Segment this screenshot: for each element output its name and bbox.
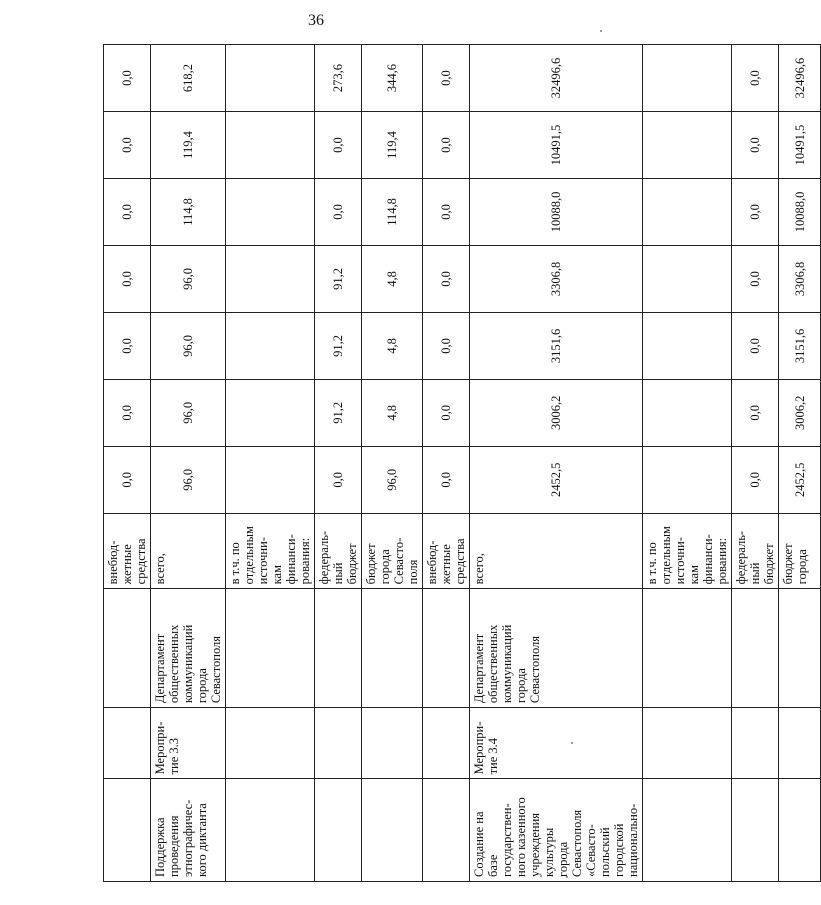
scan-speck: [600, 30, 602, 32]
amount-cell: 3306,8: [470, 245, 643, 312]
executor-cell: [362, 589, 423, 708]
program-cell: Создание на базе государствен- ного казенного учреждения культуры города Севастополя «Севасто- польский городской национально-: [470, 779, 643, 882]
amount-cell: 10088,0: [779, 178, 821, 245]
amount-cell: 114,8: [151, 178, 226, 245]
table-body: [104, 45, 821, 882]
amount-cell: [643, 178, 732, 245]
measure-cell: [104, 708, 151, 779]
amount-cell: 273,6: [315, 45, 362, 112]
amount-cell: 119,4: [151, 112, 226, 179]
program-cell: [362, 779, 423, 882]
amount-cell: 618,2: [151, 45, 226, 112]
source-cell: федераль- ный бюджет: [315, 513, 362, 589]
amount-cell: 0,0: [423, 112, 470, 179]
executor-cell: [423, 589, 470, 708]
amount-cell: 0,0: [104, 112, 151, 179]
source-cell: внебюд- жетные средства: [104, 513, 151, 589]
measure-cell: [423, 708, 470, 779]
amount-cell: [226, 45, 315, 112]
measure-cell: [362, 708, 423, 779]
amount-cell: 96,0: [151, 245, 226, 312]
amount-cell: 10491,5: [779, 112, 821, 179]
executor-cell: Департамент общественных коммуникаций города Севастополя: [470, 589, 643, 708]
amount-cell: 96,0: [362, 446, 423, 513]
program-cell: Поддержка проведения этнографичес- кого диктанта: [151, 779, 226, 882]
amount-cell: 96,0: [151, 379, 226, 446]
amount-cell: [226, 112, 315, 179]
amount-cell: 3006,2: [470, 379, 643, 446]
source-cell: бюджет города: [779, 513, 821, 589]
amount-cell: [226, 178, 315, 245]
amount-cell: 0,0: [104, 45, 151, 112]
measure-cell: [315, 708, 362, 779]
program-cell: [226, 779, 315, 882]
amount-cell: 3306,8: [779, 245, 821, 312]
amount-cell: 0,0: [104, 178, 151, 245]
table-row: [779, 45, 821, 882]
executor-cell: [104, 589, 151, 708]
amount-cell: 0,0: [423, 312, 470, 379]
program-cell: [643, 779, 732, 882]
measure-cell: [779, 708, 821, 779]
amount-cell: 0,0: [104, 312, 151, 379]
amount-cell: 344,6: [362, 45, 423, 112]
amount-cell: 0,0: [423, 178, 470, 245]
amount-cell: 4,8: [362, 379, 423, 446]
amount-cell: 0,0: [315, 446, 362, 513]
table-row: [226, 45, 315, 882]
amount-cell: 119,4: [362, 112, 423, 179]
amount-cell: 0,0: [315, 178, 362, 245]
amount-cell: 3151,6: [470, 312, 643, 379]
amount-cell: [226, 446, 315, 513]
amount-cell: 91,2: [315, 312, 362, 379]
amount-cell: 0,0: [104, 245, 151, 312]
amount-cell: 0,0: [104, 379, 151, 446]
amount-cell: 2452,5: [779, 446, 821, 513]
measure-cell: Меропри- тие 3.3: [151, 708, 226, 779]
amount-cell: 0,0: [732, 45, 779, 112]
amount-cell: 10491,5: [470, 112, 643, 179]
executor-cell: [732, 589, 779, 708]
table-row: [104, 45, 151, 882]
program-cell: [423, 779, 470, 882]
source-cell: всего,: [151, 513, 226, 589]
amount-cell: 96,0: [151, 312, 226, 379]
amount-cell: 0,0: [423, 45, 470, 112]
amount-cell: [226, 379, 315, 446]
table-row: [423, 45, 470, 882]
source-cell: в т.ч. по отдельным источни- кам финанси- рования:: [643, 513, 732, 589]
amount-cell: [643, 446, 732, 513]
amount-cell: 0,0: [732, 245, 779, 312]
program-cell: [732, 779, 779, 882]
amount-cell: 0,0: [423, 379, 470, 446]
table-row: [470, 45, 643, 882]
program-cell: [104, 779, 151, 882]
table-row: [732, 45, 779, 882]
table-row: [151, 45, 226, 882]
amount-cell: 32496,6: [779, 45, 821, 112]
funding-table: [103, 44, 821, 882]
executor-cell: [315, 589, 362, 708]
amount-cell: 0,0: [315, 112, 362, 179]
amount-cell: 0,0: [423, 446, 470, 513]
amount-cell: 10088,0: [470, 178, 643, 245]
amount-cell: 2452,5: [470, 446, 643, 513]
amount-cell: [226, 245, 315, 312]
program-cell: [315, 779, 362, 882]
program-cell: [779, 779, 821, 882]
measure-cell: Меропри- тие 3.4: [470, 708, 643, 779]
amount-cell: 0,0: [732, 446, 779, 513]
amount-cell: [643, 379, 732, 446]
measure-cell: [226, 708, 315, 779]
executor-cell: [779, 589, 821, 708]
source-cell: внебюд- жетные средства: [423, 513, 470, 589]
amount-cell: [643, 312, 732, 379]
amount-cell: 0,0: [732, 178, 779, 245]
executor-cell: [226, 589, 315, 708]
table-row: [643, 45, 732, 882]
amount-cell: [643, 112, 732, 179]
amount-cell: [226, 312, 315, 379]
source-cell: федераль- ный бюджет: [732, 513, 779, 589]
executor-cell: [643, 589, 732, 708]
table-row: [315, 45, 362, 882]
amount-cell: 4,8: [362, 245, 423, 312]
rotated-table-sheet: [103, 44, 809, 882]
amount-cell: 4,8: [362, 312, 423, 379]
source-cell: всего,: [470, 513, 643, 589]
amount-cell: [643, 245, 732, 312]
amount-cell: 3006,2: [779, 379, 821, 446]
amount-cell: 3151,6: [779, 312, 821, 379]
amount-cell: 91,2: [315, 379, 362, 446]
amount-cell: 0,0: [732, 312, 779, 379]
amount-cell: 0,0: [732, 112, 779, 179]
amount-cell: 0,0: [732, 379, 779, 446]
amount-cell: [643, 45, 732, 112]
amount-cell: 0,0: [104, 446, 151, 513]
amount-cell: 91,2: [315, 245, 362, 312]
amount-cell: 32496,6: [470, 45, 643, 112]
measure-cell: [732, 708, 779, 779]
measure-cell: [643, 708, 732, 779]
amount-cell: 96,0: [151, 446, 226, 513]
amount-cell: 0,0: [423, 245, 470, 312]
table-row: [362, 45, 423, 882]
source-cell: в т.ч. по отдельным источни- кам финанси- рования:: [226, 513, 315, 589]
amount-cell: 114,8: [362, 178, 423, 245]
executor-cell: Департамент общественных коммуникаций города Севастополя: [151, 589, 226, 708]
source-cell: бюджет города Севасто- поля: [362, 513, 423, 589]
page-number: 36: [308, 12, 324, 29]
